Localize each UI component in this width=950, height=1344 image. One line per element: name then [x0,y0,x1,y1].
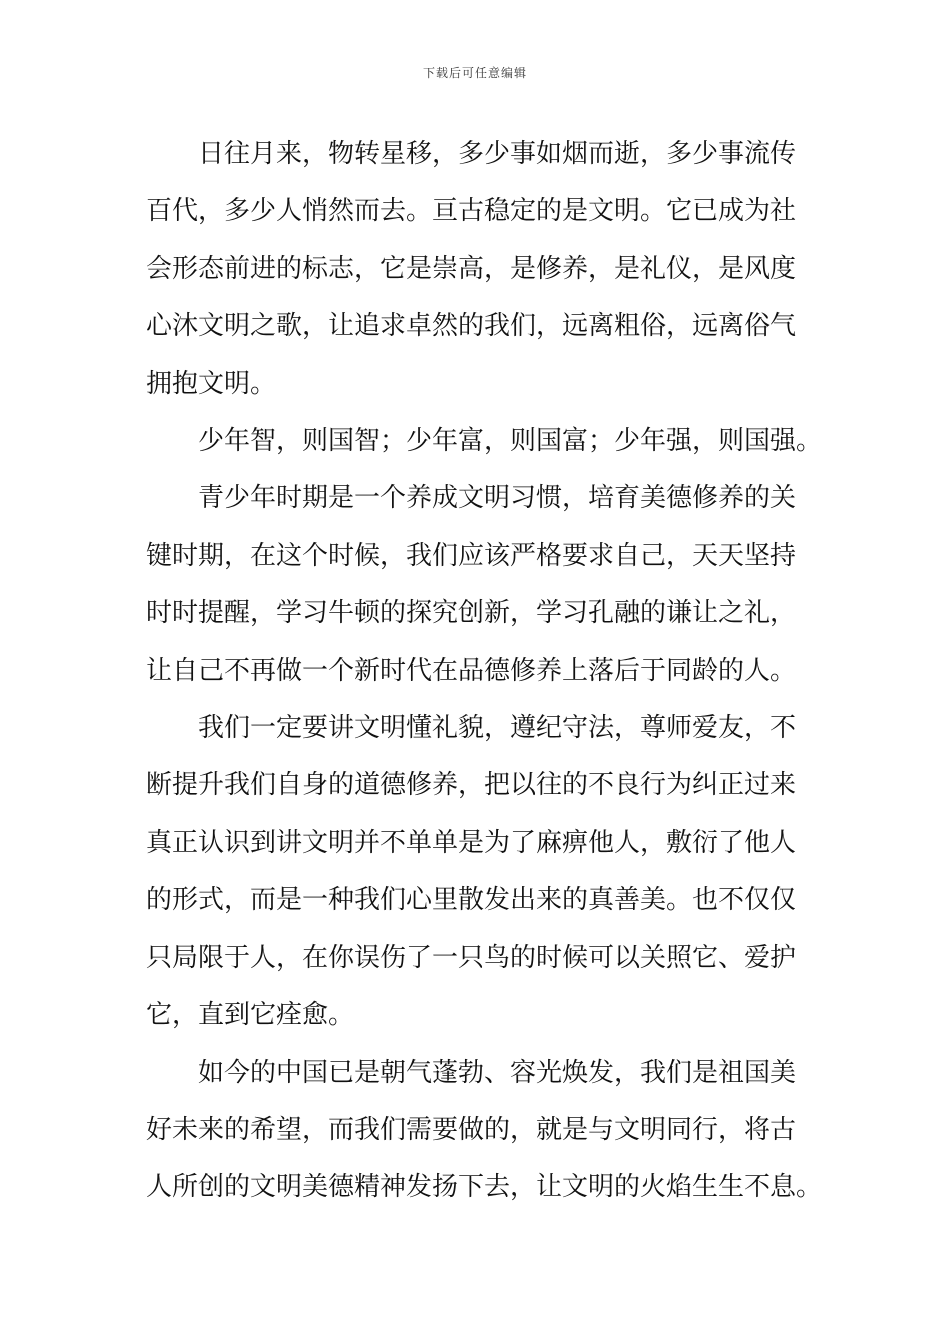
paragraph-4 [146,700,808,1044]
paragraph-5 [146,1045,823,1217]
paragraph-line: 百代，多少人悄然而去。亘古稳定的是文明。它已成为社 [146,196,797,227]
paragraph-line: 心沐文明之歌，让追求卓然的我们，远离粗俗，远离俗气 [146,311,797,342]
paragraph-2 [146,413,823,470]
paragraph-line: 的形式，而是一种我们心里散发出来的真善美。也不仅仅 [146,885,797,916]
paragraph-3 [146,470,808,700]
body-text [146,126,823,1217]
paragraph-line: 会形态前进的标志，它是崇高，是修养，是礼仪，是风度 [146,253,797,284]
paragraph-line: 只局限于人，在你误伤了一只鸟的时候可以关照它、爱护 [146,942,797,973]
paragraph-line: 少年智，则国智；少年富，则国富；少年强，则国强。 [198,426,823,457]
paragraph-line: 日往月来，物转星移，多少事如烟而逝，多少事流传 [198,139,797,169]
paragraph-line: 人所创的文明美德精神发扬下去，让文明的火焰生生不息。 [146,1172,823,1203]
paragraph-line: 拥抱文明。 [146,368,277,399]
paragraph-line: 它，直到它痊愈。 [146,1000,355,1031]
paragraph-line: 如今的中国已是朝气蓬勃、容光焕发，我们是祖国美 [198,1057,797,1088]
page-header: 下载后可任意编辑 [422,66,527,80]
paragraph-1 [146,126,808,413]
paragraph-line: 好未来的希望，而我们需要做的，就是与文明同行，将古 [146,1114,797,1145]
paragraph-line: 青少年时期是一个养成文明习惯，培育美德修养的关 [198,483,797,514]
paragraph-line: 我们一定要讲文明懂礼貌，遵纪守法，尊师爱友，不 [198,713,797,744]
paragraph-line: 真正认识到讲文明并不单单是为了麻痹他人，敷衍了他人 [146,827,797,858]
paragraph-line: 断提升我们自身的道德修养，把以往的不良行为纠正过来 [146,770,797,801]
paragraph-line: 时时提醒，学习牛顿的探究创新，学习孔融的谦让之礼， [146,598,797,629]
paragraph-line: 让自己不再做一个新时代在品德修养上落后于同龄的人。 [146,655,797,686]
paragraph-line: 键时期，在这个时候，我们应该严格要求自己，天天坚持 [146,540,797,571]
